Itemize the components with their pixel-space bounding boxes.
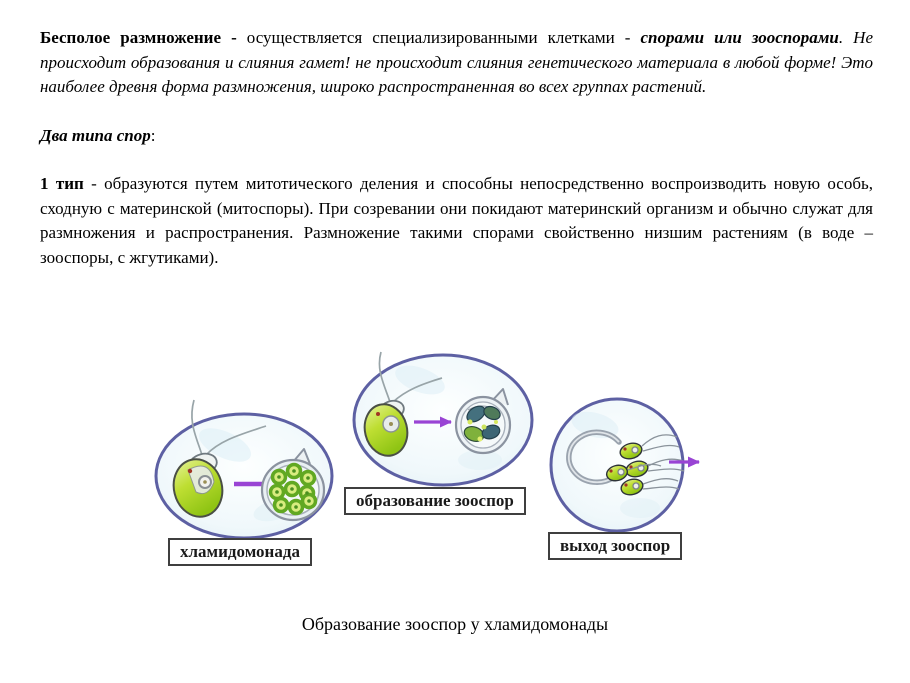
intro-rest-italic: . Не происходит образования и слияния гамет! не происходит слияния генетического материала в любой форме! Это наиболее древня форма размножения, широко распространенная во всех группах растений. (40, 28, 873, 96)
label-zoospore-release: выход зооспор (548, 532, 682, 560)
type1-rest: - образуются путем митотического деления и способны непосредственно воспроизводить новую особь, сходную с материнской (митоспоры). При созревании они покидают материнский организм и обычно служат для размножения и распространения. Размножение такими спорами свойственно низшим растениям (в воде – зооспоры, с жгутиками). (40, 174, 873, 267)
spore-types-heading: Два типа спор (40, 125, 151, 145)
figure-chlamydomonas-zoospores (150, 340, 710, 580)
figure-caption: Образование зооспор у хламидомонады (301, 614, 609, 634)
eyespot (376, 412, 380, 416)
text-block (40, 26, 873, 270)
paragraph-intro (40, 26, 873, 100)
nucleolus (389, 422, 393, 426)
stage3-zoospore-release (551, 399, 699, 531)
intro-lead-bold: Бесполое размножение - (40, 28, 247, 47)
label-chlamydomonada: хламидомонада (168, 538, 312, 566)
type1-lead-bold: 1 тип (40, 174, 84, 193)
stage2-zoospore-formation (354, 352, 532, 485)
paragraph-two-spore-types (40, 124, 873, 149)
stage1-chlamydomonas (156, 400, 332, 538)
intro-regular: осуществляется специализированными клетками - (246, 28, 641, 47)
label-zoospore-formation: образование зооспор (344, 487, 526, 515)
intro-emphasis: спорами или зооспорами (640, 28, 839, 47)
paragraph-type1 (40, 172, 873, 270)
water-highlight (620, 498, 660, 518)
eyespot (188, 469, 192, 473)
spore-types-colon: : (150, 125, 156, 145)
nucleolus (203, 480, 207, 484)
